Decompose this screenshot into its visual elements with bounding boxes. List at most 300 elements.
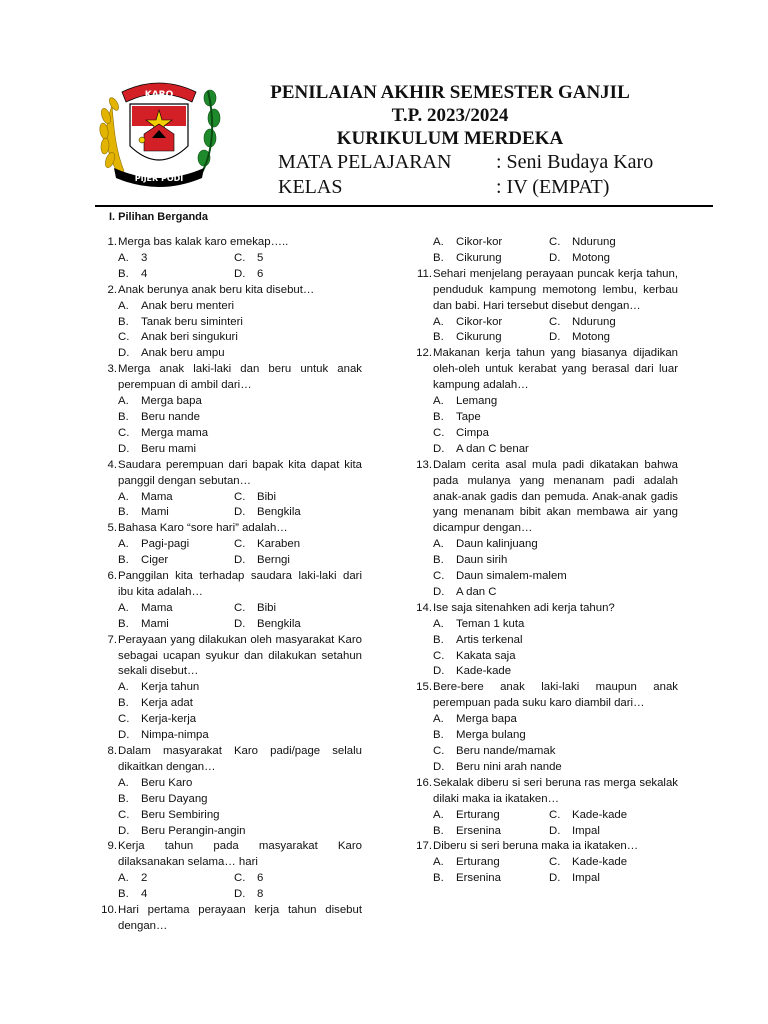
option-letter: A. xyxy=(118,251,129,264)
option-text: Mami xyxy=(141,617,169,630)
option-letter: A. xyxy=(118,872,129,885)
answer-option xyxy=(433,808,549,824)
subject-value: : Seni Budaya Karo xyxy=(496,151,654,173)
answer-option xyxy=(433,633,678,649)
answer-options xyxy=(118,251,362,283)
option-letter: C. xyxy=(433,649,445,662)
answer-option xyxy=(118,871,234,887)
option-text: Ciger xyxy=(141,554,169,567)
svg-text:KARO: KARO xyxy=(144,90,174,100)
answer-option xyxy=(118,808,362,824)
question-item xyxy=(95,235,362,283)
question-item xyxy=(410,346,678,457)
option-letter: B. xyxy=(433,872,444,885)
option-letter: B. xyxy=(118,888,129,901)
answer-option xyxy=(234,601,350,617)
answer-options xyxy=(118,299,362,363)
answer-row xyxy=(118,505,362,521)
option-text: Nimpa-nimpa xyxy=(141,729,209,742)
answer-row xyxy=(118,537,362,553)
option-text: Cikurung xyxy=(456,251,502,264)
answer-options xyxy=(118,601,362,633)
option-text: Ersenina xyxy=(456,824,501,837)
subject-row xyxy=(278,150,705,175)
answer-option xyxy=(234,267,350,283)
answer-option xyxy=(549,824,665,840)
answer-row xyxy=(433,871,678,887)
question-text: Saudara perempuan dari bapak kita dapat kita panggil dengan sebutan… xyxy=(118,458,362,487)
answer-options xyxy=(118,394,362,458)
option-text: Bengkila xyxy=(257,617,301,630)
option-letter: A. xyxy=(433,395,444,408)
question-number: 9. xyxy=(107,840,117,853)
question-number: 4. xyxy=(107,458,117,471)
question-item xyxy=(410,235,678,267)
answer-option xyxy=(549,871,665,887)
option-text: Kerja adat xyxy=(141,697,193,710)
option-text: Beru nande/mamak xyxy=(456,745,556,757)
answer-row xyxy=(118,490,362,506)
option-text: Impal xyxy=(572,824,600,837)
answer-option xyxy=(234,537,350,553)
answer-option xyxy=(433,315,549,331)
question-number: 13. xyxy=(416,458,432,471)
answer-option xyxy=(234,505,350,521)
option-text: 3 xyxy=(141,251,148,264)
question-text: Makanan kerja tahun yang biasanya dijadikan oleh-oleh untuk kerabat yang berasal dari luar kampung adalah… xyxy=(433,347,678,392)
option-text: Teman 1 kuta xyxy=(456,617,525,630)
answer-option xyxy=(433,410,678,426)
answer-options xyxy=(433,808,678,840)
option-letter: A. xyxy=(118,299,129,312)
answer-options xyxy=(433,855,678,887)
option-letter: A. xyxy=(118,490,129,503)
answer-option xyxy=(433,664,678,680)
option-text: Mama xyxy=(141,490,173,503)
option-text: Impal xyxy=(572,872,600,885)
answer-option xyxy=(118,315,362,331)
answer-option xyxy=(234,553,350,569)
answer-option xyxy=(118,553,234,569)
option-letter: D. xyxy=(118,347,130,360)
answer-option xyxy=(549,808,665,824)
question-text: Diberu si seri beruna maka ia ikataken… xyxy=(433,840,639,853)
question-text: Sekalak diberu si seri beruna ras merga sekalak dilaki maka ia ikataken… xyxy=(433,776,678,805)
option-text: Daun sirih xyxy=(456,554,508,567)
answer-option xyxy=(118,537,234,553)
option-letter: C. xyxy=(118,331,130,344)
option-letter: B. xyxy=(118,410,129,423)
option-letter: C. xyxy=(549,808,561,821)
option-text: A dan C benar xyxy=(456,442,529,455)
option-text: Merga mama xyxy=(141,426,209,439)
answer-option xyxy=(549,235,665,251)
option-letter: D. xyxy=(118,729,130,742)
question-text: Dalam cerita asal mula padi dikatakan bahwa pada mulanya yang menanam padi adalah anak-anak gadis dan pemuda. Anak-anak gadis yang menanam bibit akan membawa air yang dicampur dengan… xyxy=(433,458,678,535)
answer-option xyxy=(433,426,678,442)
option-text: Anak beru ampu xyxy=(141,347,225,360)
title-block xyxy=(235,81,705,200)
option-letter: D. xyxy=(234,554,246,567)
option-letter: D. xyxy=(433,760,445,773)
question-text: Anak berunya anak beru kita disebut… xyxy=(118,283,315,296)
option-letter: B. xyxy=(433,824,444,837)
option-text: Bengkila xyxy=(257,506,301,519)
option-letter: D. xyxy=(549,251,561,264)
question-number: 5. xyxy=(107,522,117,535)
answer-option xyxy=(433,649,678,665)
option-text: Bibi xyxy=(257,601,276,614)
answer-option xyxy=(118,410,362,426)
answer-option xyxy=(118,330,362,346)
option-text: Pagi-pagi xyxy=(141,538,190,551)
answer-option xyxy=(118,680,362,696)
option-letter: C. xyxy=(433,745,445,757)
answer-row xyxy=(118,251,362,267)
option-letter: D. xyxy=(234,617,246,630)
question-item xyxy=(95,521,362,569)
option-letter: B. xyxy=(433,251,444,264)
option-text: 4 xyxy=(141,888,148,901)
question-text: Kerja tahun pada masyarakat Karo dilaksanakan selama… hari xyxy=(118,840,362,869)
question-item xyxy=(95,458,362,522)
question-text: Hari pertama perayaan kerja tahun disebut dengan… xyxy=(118,904,362,932)
option-text: Cikurung xyxy=(456,331,502,344)
answer-option xyxy=(118,776,362,792)
option-letter: D. xyxy=(549,331,561,344)
answer-option xyxy=(433,585,678,601)
question-text: Merga anak laki-laki dan beru untuk anak perempuan di ambil dari… xyxy=(118,363,362,392)
option-letter: D. xyxy=(549,872,561,885)
option-text: Kerja tahun xyxy=(141,681,200,694)
answer-options xyxy=(433,617,678,681)
answer-option xyxy=(118,617,234,633)
answer-option xyxy=(118,505,234,521)
option-text: Erturang xyxy=(456,856,500,869)
option-text: Artis terkenal xyxy=(456,633,523,646)
answer-option xyxy=(118,426,362,442)
answer-option xyxy=(234,887,350,903)
option-text: Beru Karo xyxy=(141,776,193,789)
option-text: Erturang xyxy=(456,808,500,821)
option-letter: C. xyxy=(234,251,246,264)
option-text: Ndurung xyxy=(572,236,616,248)
question-item xyxy=(95,633,362,744)
option-letter: A. xyxy=(433,617,444,630)
question-item xyxy=(410,267,678,347)
option-letter: D. xyxy=(433,585,445,598)
option-letter: A. xyxy=(433,856,444,869)
answer-option xyxy=(118,394,362,410)
question-number: 3. xyxy=(107,363,117,376)
question-item xyxy=(95,362,362,457)
answer-option xyxy=(234,871,350,887)
class-label: KELAS xyxy=(278,176,343,198)
option-letter: C. xyxy=(118,713,130,726)
option-text: Daun kalinjuang xyxy=(456,538,538,551)
option-text: Ersenina xyxy=(456,872,501,885)
option-text: Kerja-kerja xyxy=(141,713,197,726)
option-letter: A. xyxy=(118,395,129,408)
answer-option xyxy=(118,299,362,315)
question-text: Panggilan kita terhadap saudara laki-laki dari ibu kita adalah… xyxy=(118,570,362,598)
answer-row xyxy=(433,251,678,267)
option-text: Berngi xyxy=(257,554,290,567)
question-item xyxy=(95,903,362,935)
option-letter: D. xyxy=(549,824,561,837)
option-text: Merga bapa xyxy=(141,395,202,408)
question-number: 15. xyxy=(416,681,432,694)
answer-option xyxy=(433,442,678,458)
answer-option xyxy=(234,490,350,506)
answer-option xyxy=(433,617,678,633)
curriculum: KURIKULUM MERDEKA xyxy=(336,128,564,149)
question-item xyxy=(95,569,362,633)
question-number: 1. xyxy=(107,236,117,248)
answer-options xyxy=(433,315,678,347)
option-letter: B. xyxy=(433,410,444,423)
option-letter: C. xyxy=(549,315,561,328)
answer-option xyxy=(118,728,362,744)
option-text: Kade-kade xyxy=(572,808,628,821)
option-text: Anak beri singukuri xyxy=(141,331,238,344)
answer-option xyxy=(433,855,549,871)
question-number: 6. xyxy=(107,570,117,583)
option-letter: A. xyxy=(118,601,129,614)
option-letter: B. xyxy=(118,617,129,630)
question-number: 17. xyxy=(416,840,432,853)
answer-option xyxy=(433,553,678,569)
answer-option xyxy=(118,267,234,283)
option-letter: D. xyxy=(234,506,246,519)
answer-option xyxy=(118,601,234,617)
option-text: Beru nande xyxy=(141,410,200,423)
class-row xyxy=(278,175,705,200)
answer-option xyxy=(433,760,678,776)
option-text: Beru Sembiring xyxy=(141,808,220,821)
option-text: 5 xyxy=(257,251,264,264)
option-letter: A. xyxy=(433,236,444,248)
option-letter: B. xyxy=(118,697,129,710)
option-text: Merga bulang xyxy=(456,729,526,742)
option-text: 8 xyxy=(257,888,264,901)
answer-row xyxy=(118,553,362,569)
answer-option xyxy=(118,442,362,458)
answer-option xyxy=(118,824,362,840)
answer-option xyxy=(118,792,362,808)
option-letter: A. xyxy=(433,315,444,328)
answer-option xyxy=(118,251,234,267)
karo-regency-logo xyxy=(92,76,227,194)
question-item xyxy=(410,601,678,681)
question-item xyxy=(410,458,678,601)
answer-row xyxy=(433,235,678,251)
answer-row xyxy=(118,887,362,903)
option-letter: D. xyxy=(118,824,130,837)
option-text: Mami xyxy=(141,506,169,519)
answer-options xyxy=(118,871,362,903)
answer-option xyxy=(433,728,678,744)
option-text: Anak beru menteri xyxy=(141,299,235,312)
answer-row xyxy=(118,267,362,283)
question-number: 11. xyxy=(417,267,432,280)
option-text: Beru mami xyxy=(141,442,197,455)
answer-option xyxy=(118,696,362,712)
answer-options xyxy=(118,490,362,522)
question-item xyxy=(95,744,362,839)
answer-option xyxy=(433,824,549,840)
answer-options xyxy=(433,394,678,458)
question-item xyxy=(410,680,678,775)
question-text: Dalam masyarakat Karo padi/page selalu dikaitkan dengan… xyxy=(118,745,362,773)
option-text: Mama xyxy=(141,601,173,614)
option-letter: B. xyxy=(118,267,129,280)
answer-option xyxy=(433,251,549,267)
option-letter: D. xyxy=(118,442,130,455)
question-text: Sehari menjelang perayaan puncak kerja tahun, penduduk kampung memotong lembu, kerbau dan babi. Hari tersebut disebut dengan… xyxy=(433,267,678,312)
question-text: Ise saja sitenahken adi kerja tahun? xyxy=(433,601,615,614)
answer-row xyxy=(433,330,678,346)
answer-option xyxy=(433,330,549,346)
answer-options xyxy=(433,712,678,776)
option-letter: C. xyxy=(433,570,445,583)
option-letter: A. xyxy=(118,776,129,789)
option-text: Motong xyxy=(572,251,610,264)
answer-row xyxy=(433,855,678,871)
option-letter: B. xyxy=(433,633,444,646)
option-letter: A. xyxy=(433,538,444,551)
question-text: Perayaan yang dilakukan oleh masyarakat Karo sebagai ucapan syukur dan dilakukan setahun sekali disebut… xyxy=(118,633,362,678)
option-letter: C. xyxy=(234,601,246,614)
option-letter: C. xyxy=(234,490,246,503)
answer-option xyxy=(433,394,678,410)
option-text: Motong xyxy=(572,331,610,344)
option-letter: A. xyxy=(433,808,444,821)
option-text: A dan C xyxy=(456,585,497,598)
option-letter: C. xyxy=(549,856,561,869)
answer-options xyxy=(433,537,678,601)
answer-option xyxy=(118,712,362,728)
option-text: Merga bapa xyxy=(456,713,517,726)
academic-year: T.P. 2023/2024 xyxy=(391,105,509,126)
question-number: 12. xyxy=(416,347,432,360)
option-letter: D. xyxy=(234,888,246,901)
option-text: 2 xyxy=(141,872,148,885)
answer-options xyxy=(118,776,362,840)
option-letter: B. xyxy=(118,506,129,519)
option-text: Beru Perangin-angin xyxy=(141,824,246,837)
option-letter: A. xyxy=(118,538,129,551)
answer-row xyxy=(118,871,362,887)
option-text: Beru nini arah nande xyxy=(456,760,562,773)
option-letter: D. xyxy=(433,665,445,678)
section-title: I. Pilihan Berganda xyxy=(109,211,209,223)
option-text: Lemang xyxy=(456,395,498,408)
questions-right-column xyxy=(410,235,678,887)
option-letter: D. xyxy=(433,442,445,455)
option-text: Kade-kade xyxy=(456,665,512,678)
answer-option xyxy=(549,251,665,267)
option-text: Kade-kade xyxy=(572,856,628,869)
question-item xyxy=(95,839,362,903)
option-letter: B. xyxy=(118,554,129,567)
option-letter: B. xyxy=(433,554,444,567)
question-number: 14. xyxy=(416,601,432,614)
option-letter: B. xyxy=(433,331,444,344)
option-letter: B. xyxy=(433,729,444,742)
exam-title: PENILAIAN AKHIR SEMESTER GANJIL xyxy=(270,82,630,103)
option-text: 6 xyxy=(257,872,264,885)
question-number: 16. xyxy=(416,776,432,789)
answer-row xyxy=(433,824,678,840)
option-text: Tape xyxy=(456,410,481,423)
answer-option xyxy=(433,569,678,585)
question-number: 2. xyxy=(107,283,117,296)
option-text: 6 xyxy=(257,267,264,280)
option-letter: C. xyxy=(118,808,130,821)
option-letter: B. xyxy=(118,792,129,805)
answer-option xyxy=(118,887,234,903)
question-number: 10. xyxy=(101,904,117,917)
option-letter: A. xyxy=(118,681,129,694)
option-text: Cikor-kor xyxy=(456,315,503,328)
answer-option xyxy=(549,330,665,346)
answer-option xyxy=(433,871,549,887)
option-letter: C. xyxy=(234,872,246,885)
option-text: Karaben xyxy=(257,538,301,551)
option-letter: C. xyxy=(433,426,445,439)
answer-row xyxy=(433,808,678,824)
question-text: Merga bas kalak karo emekap….. xyxy=(118,236,289,248)
question-text: Bere-bere anak laki-laki maupun anak perempuan pada suku karo diambil dari… xyxy=(433,681,678,710)
questions-left-column xyxy=(95,235,362,935)
class-value: : IV (EMPAT) xyxy=(496,176,610,198)
exam-header xyxy=(0,0,768,200)
option-text: Cimpa xyxy=(456,426,489,439)
option-text: Cikor-kor xyxy=(456,236,503,248)
question-item xyxy=(95,283,362,363)
answer-row xyxy=(433,315,678,331)
option-letter: A. xyxy=(433,713,444,726)
option-text: Tanak beru siminteri xyxy=(141,315,243,328)
answer-option xyxy=(549,855,665,871)
option-text: 4 xyxy=(141,267,148,280)
option-text: Daun simalem-malem xyxy=(456,570,567,583)
option-letter: B. xyxy=(118,315,129,328)
answer-row xyxy=(118,601,362,617)
question-number: 7. xyxy=(107,633,117,646)
answer-options xyxy=(433,235,678,267)
answer-row xyxy=(118,617,362,633)
answer-option xyxy=(118,346,362,362)
question-text: Bahasa Karo “sore hari” adalah… xyxy=(118,522,288,535)
option-text: Bibi xyxy=(257,490,276,503)
answer-options xyxy=(118,680,362,744)
answer-option xyxy=(433,712,678,728)
answer-options xyxy=(118,537,362,569)
question-number: 8. xyxy=(107,745,117,757)
answer-option xyxy=(549,315,665,331)
svg-text:PIJER PODI: PIJER PODI xyxy=(134,174,184,183)
option-letter: C. xyxy=(118,426,130,439)
option-text: Beru Dayang xyxy=(141,792,208,805)
option-letter: C. xyxy=(549,236,561,248)
header-divider xyxy=(95,205,713,207)
option-text: Kakata saja xyxy=(456,649,516,662)
option-text: Ndurung xyxy=(572,315,616,328)
option-letter: C. xyxy=(234,538,246,551)
subject-label: MATA PELAJARAN xyxy=(278,151,452,173)
